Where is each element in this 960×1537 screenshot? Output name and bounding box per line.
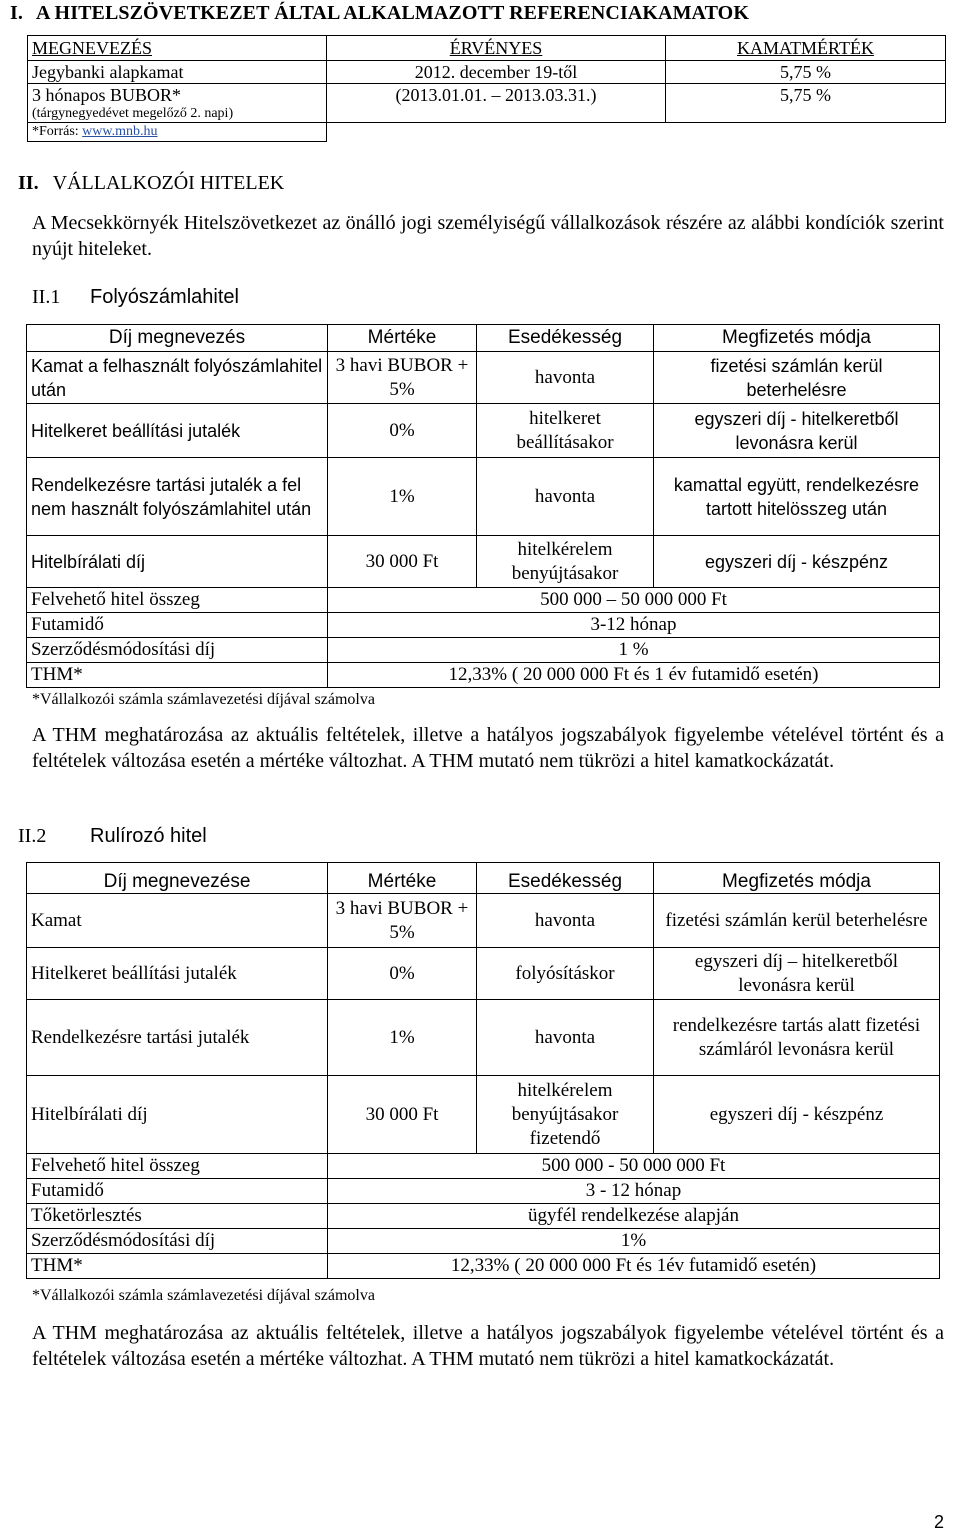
table-row xyxy=(27,1204,940,1229)
header-amount: Mértéke xyxy=(328,325,477,352)
cell-amount: 1% xyxy=(328,458,477,536)
section-2-heading xyxy=(18,172,284,195)
cell-value: 3-12 hónap xyxy=(328,613,940,638)
cell-fee-name: Hitelbírálati díj xyxy=(27,536,328,588)
section-1-title: A HITELSZÖVETKEZET ÁLTAL ALKALMAZOTT REFERENCIAKAMATOK xyxy=(36,2,749,24)
cell-fee-name: Futamidő xyxy=(27,1179,328,1204)
header-payment: Megfizetés módja xyxy=(654,863,940,894)
empty-cell xyxy=(666,123,946,142)
page-number: 2 xyxy=(933,1512,944,1532)
cell-value: ügyfél rendelkezése alapján xyxy=(328,1204,940,1229)
cell-fee-name: Hitelkeret beállítási jutalék xyxy=(27,404,328,458)
table-row xyxy=(28,84,946,123)
cell-name: Jegybanki alapkamat xyxy=(28,61,327,84)
footnote-2: *Vállalkozói számla számlavezetési díjával számolva xyxy=(32,1287,375,1304)
subsection-2-title: Rulírozó hitel xyxy=(90,825,207,847)
cell-due: havonta xyxy=(477,458,654,536)
table-row xyxy=(27,613,940,638)
cell-amount: 0% xyxy=(328,404,477,458)
table-row xyxy=(27,1000,940,1076)
cell-fee-name: THM* xyxy=(27,663,328,688)
cell-name xyxy=(28,84,327,123)
table-row xyxy=(27,663,940,688)
cell-fee-name: THM* xyxy=(27,1254,328,1279)
header-amount: Mértéke xyxy=(328,863,477,894)
cell-due: hitelkérelem benyújtásakor xyxy=(477,536,654,588)
header-name: MEGNEVEZÉS xyxy=(28,36,327,61)
section-1-number: I. xyxy=(10,2,23,24)
header-rate: KAMATMÉRTÉK xyxy=(666,36,946,61)
cell-value: 500 000 – 50 000 000 Ft xyxy=(328,588,940,613)
bubor-note: (tárgynegyedévet megelőző 2. napi) xyxy=(32,106,234,121)
table-row xyxy=(27,894,940,948)
cell-due: hitelkérelem benyújtásakor fizetendő xyxy=(477,1076,654,1154)
cell-value: 1% xyxy=(328,1229,940,1254)
cell-payment: egyszeri díj - készpénz xyxy=(654,1076,940,1154)
table-row xyxy=(27,948,940,1000)
cell-payment: egyszeri díj – hitelkeretből levonásra kerül xyxy=(654,948,940,1000)
table-row xyxy=(27,638,940,663)
subsection-1-heading xyxy=(32,286,239,309)
cell-rate: 5,75 % xyxy=(666,84,946,123)
cell-fee-name: Hitelkeret beállítási jutalék xyxy=(27,948,328,1000)
subsection-1-title: Folyószámlahitel xyxy=(90,286,239,308)
cell-amount: 1% xyxy=(328,1000,477,1076)
cell-fee-name: Tőketörlesztés xyxy=(27,1204,328,1229)
table-row xyxy=(27,588,940,613)
source-label: *Forrás: xyxy=(32,124,83,139)
mnb-link[interactable]: www.mnb.hu xyxy=(82,124,158,139)
empty-cell xyxy=(327,123,666,142)
reference-rates-table xyxy=(27,35,946,142)
cell-amount: 30 000 Ft xyxy=(328,536,477,588)
subsection-1-number: II.1 xyxy=(32,286,61,308)
table-row xyxy=(27,1254,940,1279)
bubor-label: 3 hónapos BUBOR* xyxy=(32,85,182,105)
header-valid: ÉRVÉNYES xyxy=(327,36,666,61)
cell-fee-name: Felvehető hitel összeg xyxy=(27,588,328,613)
cell-fee-name: Hitelbírálati díj xyxy=(27,1076,328,1154)
section-2-number: II. xyxy=(18,172,39,194)
cell-fee-name: Rendelkezésre tartási jutalék xyxy=(27,1000,328,1076)
header-fee-name: Díj megnevezése xyxy=(27,863,328,894)
cell-due: havonta xyxy=(477,352,654,404)
table-row xyxy=(27,1229,940,1254)
table-header-row xyxy=(27,325,940,352)
thm-text-2: A THM meghatározása az aktuális feltételek, illetve a hatályos jogszabályok figyelembe vételével történt és a feltételek változása esetén a mértéke változhat. A THM mutató nem tükrözi a hitel kamatkockázatát. xyxy=(32,1322,944,1370)
table-header-row xyxy=(27,863,940,894)
table-row xyxy=(27,1154,940,1179)
table-row xyxy=(27,536,940,588)
table-row xyxy=(27,1076,940,1154)
cell-amount: 3 havi BUBOR + 5% xyxy=(328,894,477,948)
header-due: Esedékesség xyxy=(477,863,654,894)
cell-due: hitelkeret beállításakor xyxy=(477,404,654,458)
footnote-1: *Vállalkozói számla számlavezetési díjával számolva xyxy=(32,691,375,708)
cell-fee-name: Kamat a felhasznált folyószámlahitel után xyxy=(27,352,328,404)
thm-text-1: A THM meghatározása az aktuális feltételek, illetve a hatályos jogszabályok figyelembe vételével történt és a feltételek változása esetén a mértéke változhat. A THM mutató nem tükrözi a hitel kamatkockázatát. xyxy=(32,724,944,772)
cell-valid: (2013.01.01. – 2013.03.31.) xyxy=(327,84,666,123)
cell-rate: 5,75 % xyxy=(666,61,946,84)
section-1-heading xyxy=(10,2,749,25)
table-row xyxy=(28,123,946,142)
revolving-fee-table xyxy=(26,862,940,1279)
source-cell xyxy=(28,123,327,142)
cell-fee-name: Felvehető hitel összeg xyxy=(27,1154,328,1179)
cell-due: folyósításkor xyxy=(477,948,654,1000)
section-2-title: VÁLLALKOZÓI HITELEK xyxy=(52,172,285,194)
cell-value: 12,33% ( 20 000 000 Ft és 1év futamidő esetén) xyxy=(328,1254,940,1279)
cell-due: havonta xyxy=(477,1000,654,1076)
cell-fee-name: Kamat xyxy=(27,894,328,948)
cell-fee-name: Szerződésmódosítási díj xyxy=(27,1229,328,1254)
cell-payment: fizetési számlán kerül beterhelésre xyxy=(654,894,940,948)
overdraft-fee-table xyxy=(26,324,940,688)
cell-payment: rendelkezésre tartás alatt fizetési számláról levonásra kerül xyxy=(654,1000,940,1076)
cell-value: 500 000 - 50 000 000 Ft xyxy=(328,1154,940,1179)
subsection-2-heading xyxy=(18,825,207,848)
table-row xyxy=(27,458,940,536)
cell-payment: egyszeri díj - készpénz xyxy=(654,536,940,588)
table-row xyxy=(27,1179,940,1204)
cell-value: 12,33% ( 20 000 000 Ft és 1 év futamidő esetén) xyxy=(328,663,940,688)
cell-amount: 0% xyxy=(328,948,477,1000)
cell-due: havonta xyxy=(477,894,654,948)
header-payment: Megfizetés módja xyxy=(654,325,940,352)
table-row xyxy=(28,61,946,84)
cell-fee-name: Futamidő xyxy=(27,613,328,638)
header-due: Esedékesség xyxy=(477,325,654,352)
section-2-intro: A Mecsekkörnyék Hitelszövetkezet az önálló jogi személyiségű vállalkozások részére az alábbi kondíciók szerint nyújt hiteleket. xyxy=(32,212,944,260)
subsection-2-number: II.2 xyxy=(18,825,47,847)
table-row xyxy=(27,352,940,404)
cell-amount: 30 000 Ft xyxy=(328,1076,477,1154)
cell-fee-name: Szerződésmódosítási díj xyxy=(27,638,328,663)
cell-valid: 2012. december 19-től xyxy=(327,61,666,84)
cell-amount: 3 havi BUBOR + 5% xyxy=(328,352,477,404)
table-header-row xyxy=(28,36,946,61)
cell-payment: kamattal együtt, rendelkezésre tartott hitelösszeg után xyxy=(654,458,940,536)
table-row xyxy=(27,404,940,458)
cell-value: 1 % xyxy=(328,638,940,663)
header-fee-name: Díj megnevezés xyxy=(27,325,328,352)
cell-value: 3 - 12 hónap xyxy=(328,1179,940,1204)
cell-payment: fizetési számlán kerül beterhelésre xyxy=(654,352,940,404)
cell-payment: egyszeri díj - hitelkeretből levonásra kerül xyxy=(654,404,940,458)
cell-fee-name: Rendelkezésre tartási jutalék a fel nem használt folyószámlahitel után xyxy=(27,458,328,536)
